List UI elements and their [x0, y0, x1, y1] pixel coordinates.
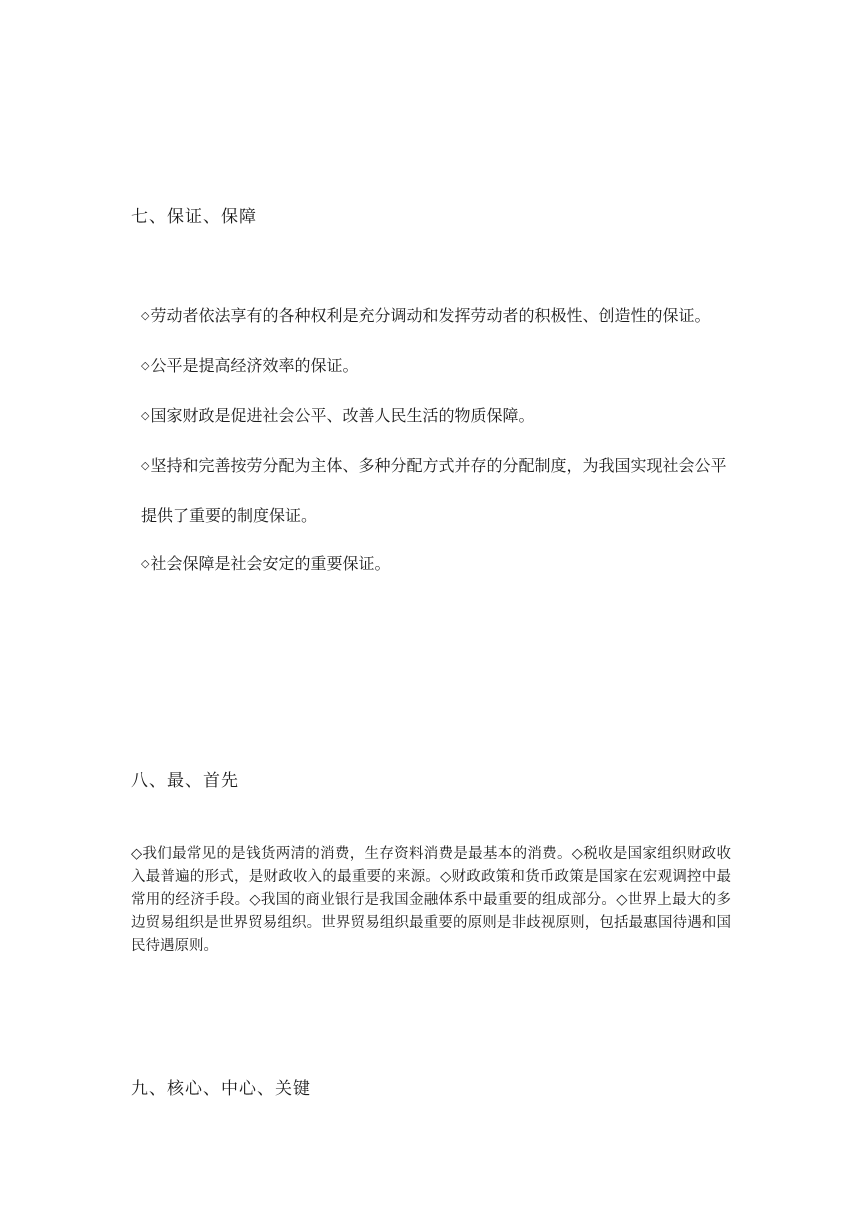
- list-item-text: 劳动者依法享有的各种权利是充分调动和发挥劳动者的积极性、创造性的保证。: [150, 306, 711, 325]
- list-item: [141, 540, 741, 590]
- diamond-bullet-icon: ◇: [141, 459, 150, 472]
- guarantee-list: [141, 292, 741, 590]
- list-item: [141, 292, 741, 342]
- section-heading-9: 九、核心、中心、关键: [131, 1079, 311, 1099]
- list-item-text: 公平是提高经济效率的保证。: [150, 356, 359, 375]
- section-heading-7: 七、保证、保障: [131, 207, 257, 227]
- superlatives-paragraph: ◇我们最常见的是钱货两清的消费，生存资料消费是最基本的消费。◇税收是国家组织财政收入最普遍的形式，是财政收入的最重要的来源。◇财政政策和货币政策是国家在宏观调控中最常用的经济手段。◇我国的商业银行是我国金融体系中最重要的组成部分。◇世界上最大的多边贸易组织是世界贸易组织。世界贸易组织最重要的原则是非歧视原则，包括最惠国待遇和国民待遇原则。: [131, 846, 731, 954]
- list-item-text: 坚持和完善按劳分配为主体、多种分配方式并存的分配制度，为我国实现社会公平提供了重要的制度保证。: [141, 456, 727, 525]
- diamond-bullet-icon: ◇: [141, 309, 150, 322]
- diamond-bullet-icon: ◇: [141, 409, 150, 422]
- list-item: [141, 342, 741, 392]
- diamond-bullet-icon: ◇: [141, 557, 150, 570]
- list-item-text: 国家财政是促进社会公平、改善人民生活的物质保障。: [150, 406, 535, 425]
- diamond-bullet-icon: ◇: [141, 359, 150, 372]
- list-item: [141, 442, 741, 540]
- section-heading-8: 八、最、首先: [131, 771, 239, 791]
- list-item-text: 社会保障是社会安定的重要保证。: [150, 554, 391, 573]
- list-item: [141, 392, 741, 442]
